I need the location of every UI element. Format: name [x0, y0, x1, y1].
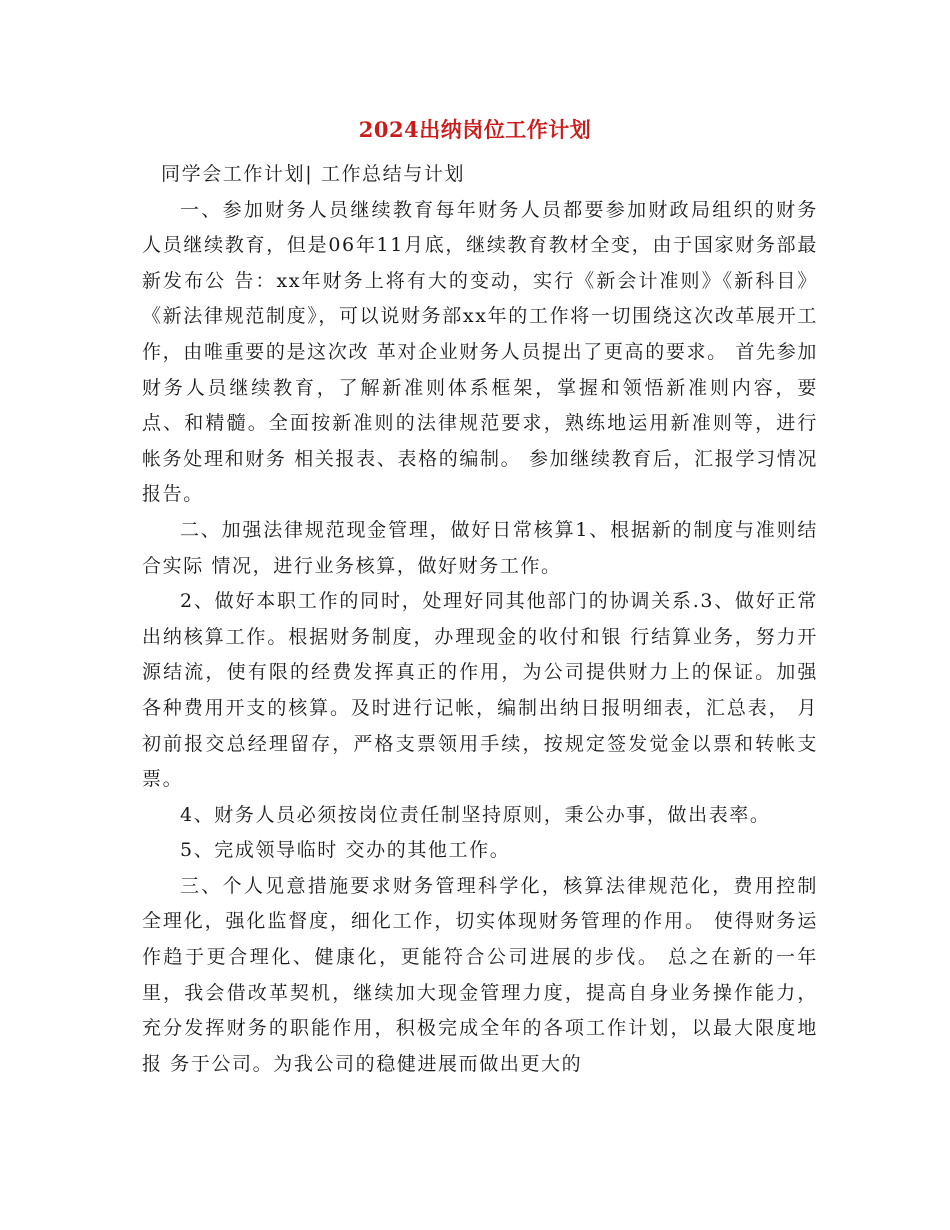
paragraph-item-five: 5、完成领导临时 交办的其他工作。	[180, 839, 511, 862]
document-subheading: 同学会工作计划| 工作总结与计划	[161, 163, 466, 185]
paragraph-item-two-three: 2、做好本职工作的同时，处理好同其他部门的协调关系.3、做好正常出纳核算工作。根据财务制度，办理现金的收付和银 行结算业务，努力开源结流，使有限的经费发挥真正的作用，为公司提供财力上的保证。加强各种费用开支的核算。及时进行记帐，编制出纳日报明细表，汇总表， 月初前报交总经理留存，严格支票领用手续，按规定签发觉金以票和转帐支票。	[142, 590, 818, 791]
paragraph-section-three: 三、个人见意措施要求财务管理科学化，核算法律规范化，费用控制全理化，强化监督度，细化工作，切实体现财务管理的作用。 使得财务运作趋于更合理化、健康化，更能符合公司进展的步伐。 总之在新的一年里，我会借改革契机，继续加大现金管理力度，提高自身业务操作能力，充分发挥财务的职能作用，积极完成全年的各项工作计划，以最大限度地报 务于公司。为我公司的稳健进展而做出更大的	[142, 874, 818, 1075]
paragraph-section-one: 一、参加财务人员继续教育每年财务人员都要参加财政局组织的财务人员继续教育，但是06年11月底，继续教育教材全变，由于国家财务部最新发布公 告：xx年财务上将有大的变动，实行《新会计准则》《新科目》《新法律规范制度》，可以说财务部xx年的工作将一切围绕这次改革展开工作，由唯重要的是这次改 革对企业财务人员提出了更高的要求。 首先参加财务人员继续教育，了解新准则体系框架，掌握和领悟新准则内容，要点、和精髓。全面按新准则的法律规范要求，熟练地运用新准则等，进行帐务处理和财务 相关报表、表格的编制。 参加继续教育后，汇报学习情况报告。	[142, 198, 818, 506]
paragraph-section-two: 二、加强法律规范现金管理，做好日常核算1、根据新的制度与准则结合实际 情况，进行业务核算，做好财务工作。	[142, 518, 818, 577]
paragraph-item-four: 4、财务人员必须按岗位责任制坚持原则，秉公办事，做出表率。	[180, 803, 771, 826]
document-body	[142, 157, 818, 1082]
document-title: 2024出纳岗位工作计划	[358, 117, 592, 142]
